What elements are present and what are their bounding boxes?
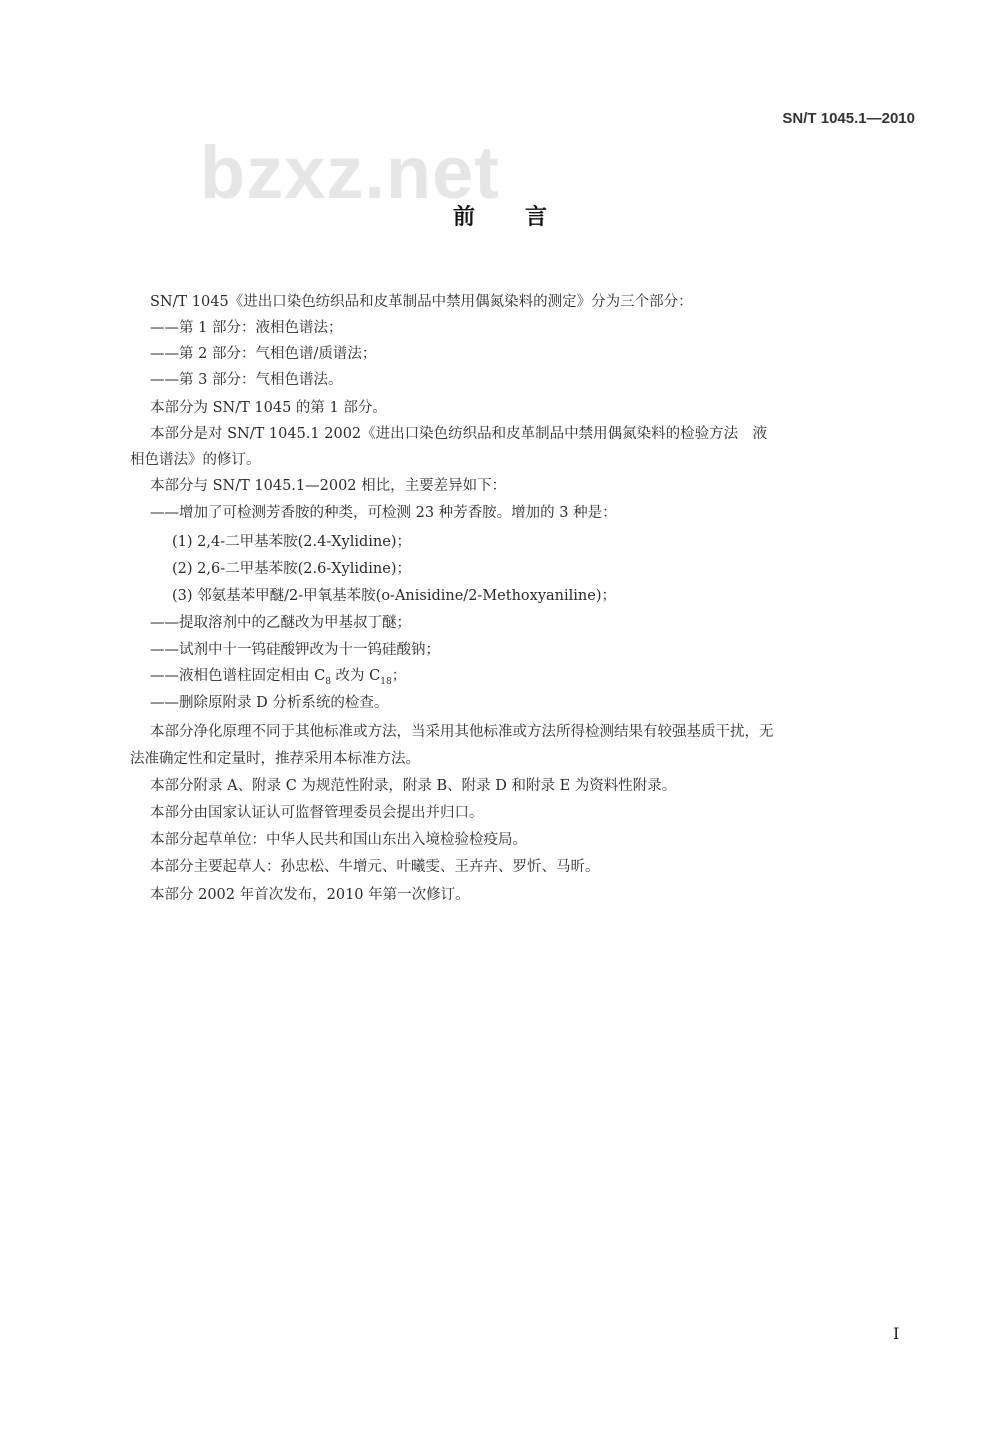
- paragraph: 本部分是对 SN/T 1045.1 2002《进出口染色纺织品和皮革制品中禁用偶氮染料的检验方法 液: [150, 426, 768, 442]
- paragraph: 本部分附录 A、附录 C 为规范性附录，附录 B、附录 D 和附录 E 为资料性附录。: [150, 778, 677, 794]
- sub-item: (2) 2,6-二甲基苯胺(2.6-Xylidine)；: [172, 561, 412, 577]
- watermark: bzxz.net: [200, 131, 500, 214]
- text: ；: [391, 668, 407, 684]
- paragraph: 本部分与 SN/T 1045.1—2002 相比，主要差异如下：: [150, 478, 507, 494]
- sub-item: (1) 2,4-二甲基苯胺(2.4-Xylidine)；: [172, 534, 412, 550]
- text: ——液相色谱柱固定相由 C: [150, 668, 326, 684]
- paragraph: 本部分 2002 年首次发布，2010 年第一次修订。: [150, 887, 470, 903]
- paragraph: 本部分为 SN/T 1045 的第 1 部分。: [150, 400, 387, 416]
- list-item: [150, 664, 406, 687]
- page-number: I: [893, 1324, 900, 1343]
- page-title: 前言: [452, 205, 597, 230]
- list-item: ——第 2 部分：气相色谱/质谱法；: [150, 346, 377, 362]
- list-item: ——删除原附录 D 分析系统的检查。: [150, 695, 389, 711]
- list-item: ——第 1 部分：液相色谱法；: [150, 320, 343, 336]
- paragraph: 本部分起草单位：中华人民共和国山东出入境检验检疫局。: [150, 832, 527, 848]
- text: 改为 C: [330, 668, 381, 684]
- paragraph-continuation: 相色谱法》的修订。: [130, 452, 261, 468]
- list-item: ——试剂中十一钨硅酸钾改为十一钨硅酸钠；: [150, 642, 440, 658]
- list-item: ——第 3 部分：气相色谱法。: [150, 372, 343, 388]
- list-item: ——增加了可检测芳香胺的种类，可检测 23 种芳香胺。增加的 3 种是：: [150, 505, 617, 521]
- list-item: ——提取溶剂中的乙醚改为甲基叔丁醚；: [150, 615, 411, 631]
- sub-item: (3) 邻氨基苯甲醚/2-甲氧基苯胺(o-Anisidine/2-Methoxyaniline)；: [172, 588, 616, 604]
- paragraph: SN/T 1045《进出口染色纺织品和皮革制品中禁用偶氮染料的测定》分为三个部分：: [150, 294, 693, 310]
- paragraph: 本部分净化原理不同于其他标准或方法，当采用其他标准或方法所得检测结果有较强基质干扰，无: [150, 724, 774, 740]
- standard-number: SN/T 1045.1—2010: [782, 110, 915, 127]
- paragraph: 本部分由国家认证认可监督管理委员会提出并归口。: [150, 805, 484, 821]
- paragraph: 本部分主要起草人：孙忠松、牛增元、叶曦雯、王卉卉、罗忻、马昕。: [150, 859, 600, 875]
- subscript: 8: [325, 676, 331, 687]
- subscript: 18: [380, 676, 392, 687]
- paragraph-continuation: 法准确定性和定量时，推荐采用本标准方法。: [130, 751, 420, 767]
